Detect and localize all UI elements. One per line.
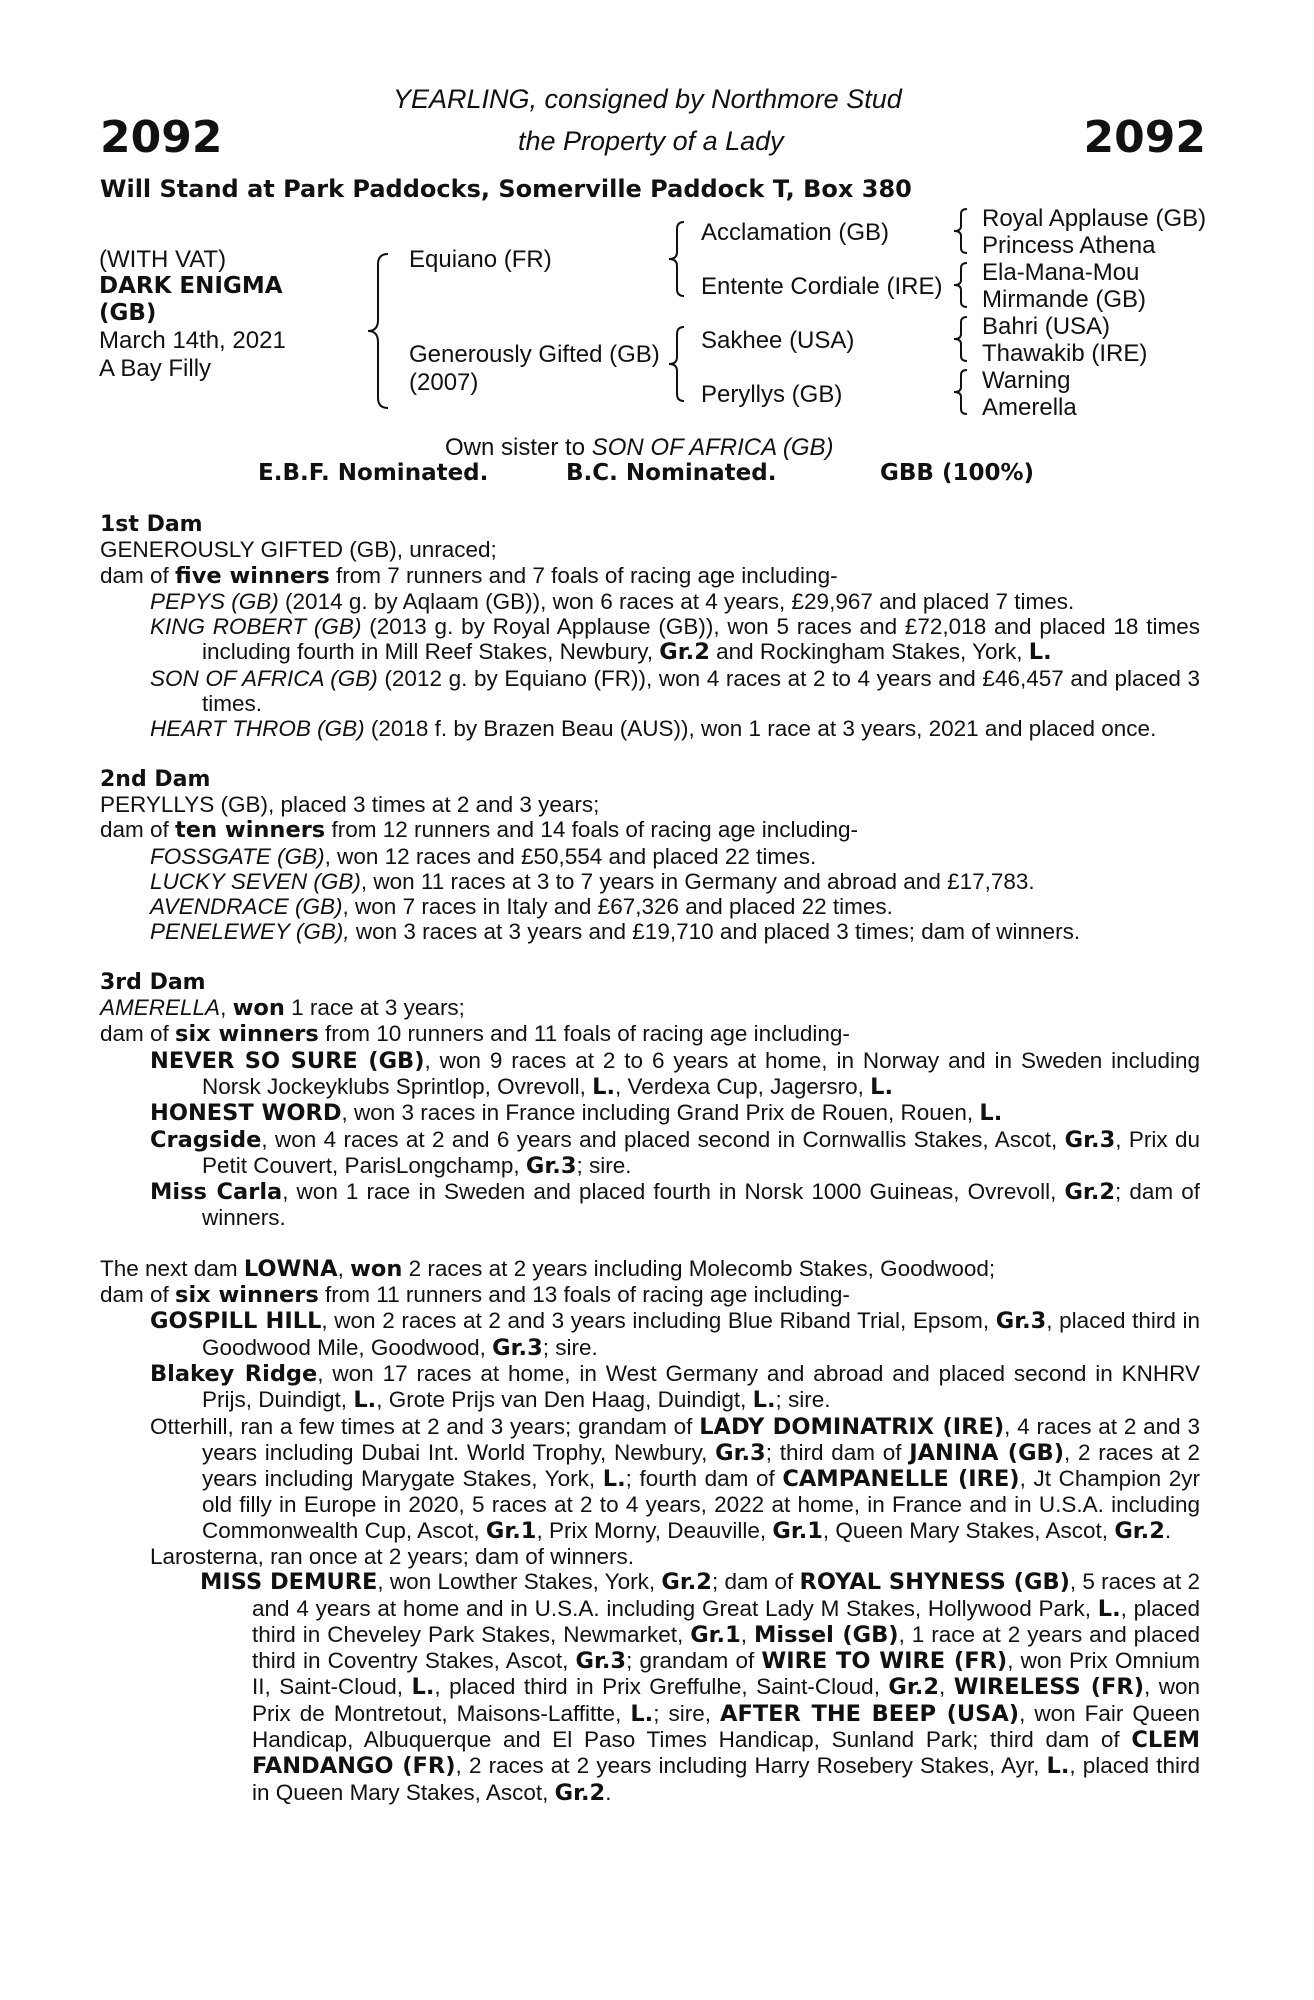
third-dam-line: dam of six winners from 10 runners and 11 foals of racing age including- [100, 1021, 850, 1048]
progeny-entry: HEART THROB (GB) (2018 f. by Brazen Beau (AUS)), won 1 race at 3 years, 2021 and placed once. [150, 716, 1157, 742]
progeny-entry: LUCKY SEVEN (GB), won 11 races at 3 to 7 years in Germany and abroad and £17,783. [150, 868, 1035, 894]
next-dam-line: dam of six winners from 11 runners and 13 foals of racing age including- [100, 1282, 850, 1309]
foaling-date: March 14th, 2021 [99, 327, 286, 354]
third-dam-line: AMERELLA, won 1 race at 3 years; [100, 995, 465, 1022]
pedigree-brace-main [362, 252, 396, 410]
second-dam-line: dam of ten winners from 12 runners and 14 foals of racing age including- [100, 817, 859, 844]
pedigree-ss-sire: Royal Applause (GB) [982, 205, 1207, 232]
second-dam-section [100, 767, 1200, 945]
gbb-rating: GBB (100%) [880, 460, 1035, 486]
pedigree-brace-sd [950, 261, 970, 309]
horse-description: A Bay Filly [99, 355, 212, 382]
lot-number-left: 2092 [100, 112, 223, 163]
progeny-entry: KING ROBERT (GB) (2013 g. by Royal Applause (GB)), won 5 races and £72,018 and placed 18 times including fourth in Mill Reef Stakes, Newbury, Gr.2 and Rockingham Stakes, York, L. [150, 614, 1200, 666]
pedigree-ds-dam: Thawakib (IRE) [982, 340, 1148, 367]
consignor-line: YEARLING, consigned by Northmore Stud [393, 84, 902, 114]
progeny-entry: Larosterna, ran once at 2 years; dam of winners. [150, 1543, 635, 1569]
progeny-entry: Otterhill, ran a few times at 2 and 3 years; grandam of LADY DOMINATRIX (IRE), 4 races at 2 and 3 years including Dubai Int. World Trophy, Newbury, Gr.3; third dam of JANINA (GB), 2 races at 2 years including Marygate Stakes, York, L.; fourth dam of CAMPANELLE (IRE), Jt Champion 2yr old filly in Europe in 2020, 5 races at 2 to 4 years, 2022 at home, in France and in U.S.A. including Commonwealth Cup, Ascot, Gr.1, Prix Morny, Deauville, Gr.1, Queen Mary Stakes, Ascot, Gr.2. [150, 1413, 1201, 1544]
stand-location: Will Stand at Park Paddocks, Somerville Paddock T, Box 380 [100, 175, 912, 203]
own-sister-prefix: Own sister to [445, 434, 592, 461]
pedigree-ds-sire: Bahri (USA) [982, 313, 1111, 340]
pedigree-dam-sire: Sakhee (USA) [701, 327, 855, 354]
property-line: the Property of a Lady [518, 126, 784, 156]
progeny-entry: GOSPILL HILL, won 2 races at 2 and 3 years including Blue Riband Trial, Epsom, Gr.3, placed third in Goodwood Mile, Goodwood, Gr.3; sire. [150, 1308, 1200, 1361]
progeny-entry: NEVER SO SURE (GB), won 9 races at 2 to 6 years at home, in Norway and in Sweden including Norsk Jockeyklubs Sprintlop, Ovrevoll, L., Verdexa Cup, Jagersro, L. [150, 1047, 1200, 1100]
first-dam-section [100, 512, 1200, 742]
first-dam-line: GENEROUSLY GIFTED (GB), unraced; [100, 537, 497, 563]
pedigree-ss-dam: Princess Athena [982, 232, 1156, 259]
next-dam-section [100, 1256, 1200, 1806]
sub-progeny-entry: MISS DEMURE, won Lowther Stakes, York, Gr.2; dam of ROYAL SHYNESS (GB), 5 races at 2 and 4 years at home and in U.S.A. including Great Lady M Stakes, Hollywood Park, L., placed third in Cheveley Park Stakes, Newmarket, Gr.1, Missel (GB), 1 race at 2 years and placed third in Coventry Stakes, Ascot, Gr.3; grandam of WIRE TO WIRE (FR), won Prix Omnium II, Saint-Cloud, L., placed third in Prix Greffulhe, Saint-Cloud, Gr.2, WIRELESS (FR), won Prix de Montretout, Maisons-Laffitte, L.; sire, AFTER THE BEEP (USA), won Fair Queen Handicap, Albuquerque and El Paso Times Handicap, Sunland Park; third dam of CLEM FANDANGO (FR), 2 races at 2 years including Harry Rosebery Stakes, Ayr, L., placed third in Queen Mary Stakes, Ascot, Gr.2. [200, 1569, 1200, 1806]
pedigree-dd-dam: Amerella [982, 394, 1077, 421]
pedigree-brace-ss [950, 207, 970, 255]
pedigree-sire-sire: Acclamation (GB) [701, 219, 890, 246]
second-dam-heading: 2nd Dam [100, 766, 211, 792]
progeny-entry: HONEST WORD, won 3 races in France including Grand Prix de Rouen, Rouen, L. [150, 1100, 1003, 1127]
pedigree-dd-sire: Warning [982, 367, 1071, 394]
own-sister-name: SON OF AFRICA (GB) [591, 434, 834, 461]
catalogue-body [100, 512, 1200, 1806]
progeny-entry: Miss Carla, won 1 race in Sweden and placed fourth in Norsk 1000 Guineas, Ovrevoll, Gr.2; dam of winners. [150, 1179, 1200, 1231]
progeny-entry: Cragside, won 4 races at 2 and 6 years and placed second in Cornwallis Stakes, Ascot, Gr.3, Prix du Petit Couvert, ParisLongchamp, Gr.3; sire. [150, 1126, 1200, 1179]
vat-label: (WITH VAT) [99, 246, 227, 273]
progeny-entry: AVENDRACE (GB), won 7 races in Italy and £67,326 and placed 22 times. [150, 894, 893, 920]
progeny-entry: Blakey Ridge, won 17 races at home, in West Germany and abroad and placed second in KNHRV Prijs, Duindigt, L., Grote Prijs van Den Haag, Duindigt, L.; sire. [150, 1360, 1200, 1414]
progeny-entry: PEPYS (GB) (2014 g. by Aqlaam (GB)), won 6 races at 4 years, £29,967 and placed 7 times. [150, 588, 1075, 614]
first-dam-heading: 1st Dam [100, 512, 203, 537]
progeny-entry: FOSSGATE (GB), won 12 races and £50,554 and placed 22 times. [150, 843, 817, 869]
pedigree-sd-sire: Ela-Mana-Mou [982, 259, 1140, 286]
next-dam-line: The next dam LOWNA, won 2 races at 2 years including Molecomb Stakes, Goodwood; [100, 1255, 996, 1282]
pedigree-sire: Equiano (FR) [409, 246, 552, 273]
own-sister-line [445, 434, 834, 462]
second-dam-line: PERYLLYS (GB), placed 3 times at 2 and 3 years; [100, 791, 600, 817]
ebf-nomination: E.B.F. Nominated. [258, 460, 489, 486]
pedigree-sd-dam: Mirmande (GB) [982, 286, 1147, 313]
pedigree-brace-ds [950, 315, 970, 363]
pedigree-dam: Generously Gifted (GB) [409, 341, 660, 368]
progeny-entry: PENELEWEY (GB), won 3 races at 3 years and £19,710 and placed 3 times; dam of winners. [150, 919, 1081, 945]
pedigree-dam-year: (2007) [409, 369, 479, 396]
horse-name: DARK ENIGMA [99, 273, 283, 299]
horse-name-suffix: (GB) [99, 300, 157, 326]
pedigree-dam-dam: Peryllys (GB) [701, 381, 843, 408]
pedigree-brace-sire [664, 220, 688, 298]
third-dam-section [100, 970, 1200, 1231]
pedigree-sire-dam: Entente Cordiale (IRE) [701, 273, 943, 300]
bc-nomination: B.C. Nominated. [566, 460, 777, 486]
progeny-entry: SON OF AFRICA (GB) (2012 g. by Equiano (FR)), won 4 races at 2 to 4 years and £46,457 and placed 3 times. [150, 665, 1200, 717]
first-dam-line: dam of five winners from 7 runners and 7 foals of racing age including- [100, 562, 838, 589]
pedigree-brace-dam [664, 325, 688, 403]
third-dam-heading: 3rd Dam [100, 969, 206, 995]
pedigree-brace-dd [950, 368, 970, 416]
lot-number-right: 2092 [1083, 112, 1206, 163]
